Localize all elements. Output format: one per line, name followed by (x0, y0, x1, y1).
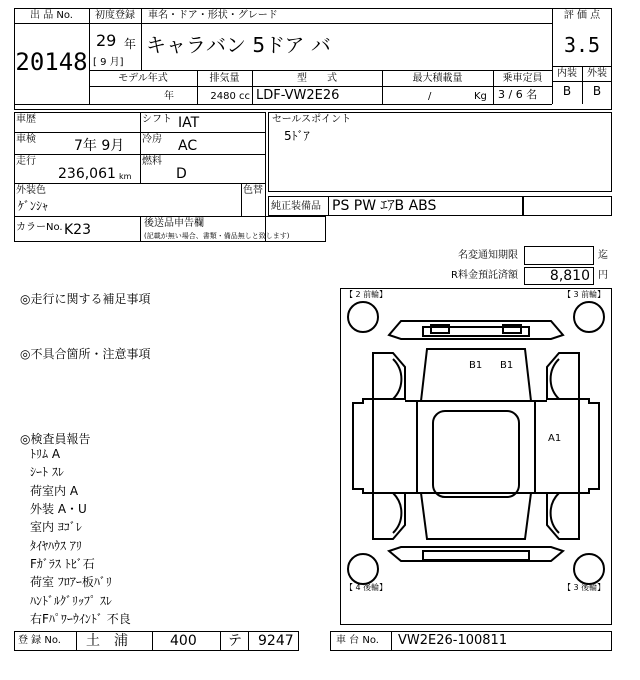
damage-mark-b1-right: B1 (500, 360, 514, 371)
report-item: 外装 A・U (30, 502, 87, 516)
mileage-unit: km (119, 172, 132, 181)
score: 3.5 (563, 33, 601, 57)
car-diagram (340, 288, 612, 625)
ac-value: AC (178, 138, 198, 154)
report-item: 右Fﾊﾟﾜｰｳｲﾝﾄﾞ 不良 (30, 612, 131, 626)
report-item: ﾊﾝﾄﾞﾙｸﾞﾘｯﾌﾟ ｽﾚ (30, 594, 112, 608)
exterior-label: 外装 (587, 68, 607, 79)
shift-value: IAT (178, 115, 200, 131)
ac-label: 冷房 (142, 134, 162, 145)
interior-label: 内装 (557, 68, 577, 79)
shift-label: シフト (142, 114, 172, 125)
equipment-value: PS PW ｴｱB ABS (332, 198, 437, 214)
ext-color-value: ｹﾞﾝｼｬ (18, 199, 49, 213)
first-reg-label: 初度登録 (95, 10, 135, 21)
lot-no-label: 出 品 No. (30, 10, 73, 21)
report-item: ﾀｲﾔﾊｳｽ ｱﾘ (30, 539, 82, 553)
color-change-label: 色替 (243, 185, 263, 196)
car-outline (341, 289, 611, 624)
report-item: 荷室 ﾌﾛｱｰ板ﾊﾞﾘ (30, 575, 112, 589)
post-docs-note: (記載が無い場合、書類・備品無しと致します) (144, 232, 290, 240)
defects-label: ◎不具合箇所・注意事項 (20, 347, 151, 361)
model-year-unit: 年 (164, 91, 174, 102)
mileage-label: 走行 (16, 156, 36, 167)
equipment-label: 純正装備品 (271, 201, 321, 212)
exterior-grade: B (592, 84, 602, 98)
history-label: 車歴 (16, 114, 36, 125)
fuel-label: 燃料 (142, 156, 162, 167)
capacity: 3 / 6 名 (498, 88, 538, 101)
recycle-label: R料金預託済額 (451, 270, 518, 281)
first-reg-year: 29 (96, 31, 117, 50)
model-code: LDF-VW2E26 (256, 88, 340, 103)
reg-class: 400 (170, 633, 197, 649)
report-item: ｼｰﾄ ｽﾚ (30, 465, 64, 479)
reg-number: 9247 (258, 633, 294, 649)
model-code-label: 型 式 (297, 73, 337, 84)
damage-mark-a1: A1 (548, 433, 562, 444)
name-change-unit: 迄 (598, 250, 608, 261)
car-name-label: 車名・ドア・形状・グレード (148, 10, 278, 21)
report-item: ﾄﾘﾑ A (30, 447, 61, 461)
report-item: Fｶﾞﾗｽ ﾄﾋﾞ石 (30, 557, 95, 571)
color-no-label: カラーNo. (16, 222, 63, 233)
capacity-label: 乗車定員 (502, 73, 543, 84)
first-reg-month: [ 9 月] (93, 57, 124, 68)
chassis-label: 車 台 No. (336, 635, 379, 646)
inspection-value: 7年 9月 (74, 138, 125, 154)
model-year-label: モデル年式 (118, 73, 168, 84)
report-item: 室内 ﾖｺﾞﾚ (30, 520, 82, 534)
driving-notes-label: ◎走行に関する補足事項 (20, 292, 151, 306)
color-no-value: K23 (64, 222, 91, 238)
reg-kana: テ (228, 633, 242, 649)
displacement-label: 排気量 (209, 73, 240, 84)
inspection-label: 車検 (16, 134, 36, 145)
recycle-value: 8,810 (549, 268, 590, 284)
max-load-unit: Kg (474, 91, 487, 102)
max-load: / (428, 91, 432, 102)
tire-3-front-label: 【 3 前輪】 (563, 290, 606, 299)
tire-4-label: 【 4 後輪】 (345, 583, 388, 592)
chassis-no: VW2E26-100811 (398, 633, 508, 648)
lot-no: 20148 (15, 48, 88, 76)
damage-mark-b1-left: B1 (469, 360, 483, 371)
equipment-extra-box (523, 196, 612, 216)
mileage-value: 236,061 (58, 166, 116, 182)
fuel-value: D (176, 166, 187, 182)
first-reg-year-unit: 年 (124, 37, 137, 51)
report-item: 荷室内 A (30, 484, 79, 498)
post-docs-label: 後送品申告欄 (144, 218, 204, 229)
tire-3-rear-label: 【 3 後輪】 (563, 583, 606, 592)
reg-no-label: 登 録 No. (18, 635, 61, 646)
tire-2-label: 【 2 前輪】 (345, 290, 388, 299)
reg-place: 土 浦 (86, 633, 128, 649)
score-label: 評 価 点 (563, 10, 601, 21)
car-name: キャラバン 5ドア バ (146, 33, 331, 57)
max-load-label: 最大積載量 (412, 73, 463, 84)
ext-color-label: 外装色 (16, 185, 46, 196)
name-change-box (524, 246, 594, 265)
inspector-label: ◎検査員報告 (20, 432, 91, 446)
sales-point-value: 5ﾄﾞｱ (284, 129, 310, 143)
name-change-label: 名変通知期限 (458, 250, 518, 261)
displacement: 2480 cc (210, 91, 250, 102)
sales-point-label: セールスポイント (272, 114, 352, 125)
recycle-unit: 円 (598, 270, 608, 281)
interior-grade: B (562, 84, 572, 98)
